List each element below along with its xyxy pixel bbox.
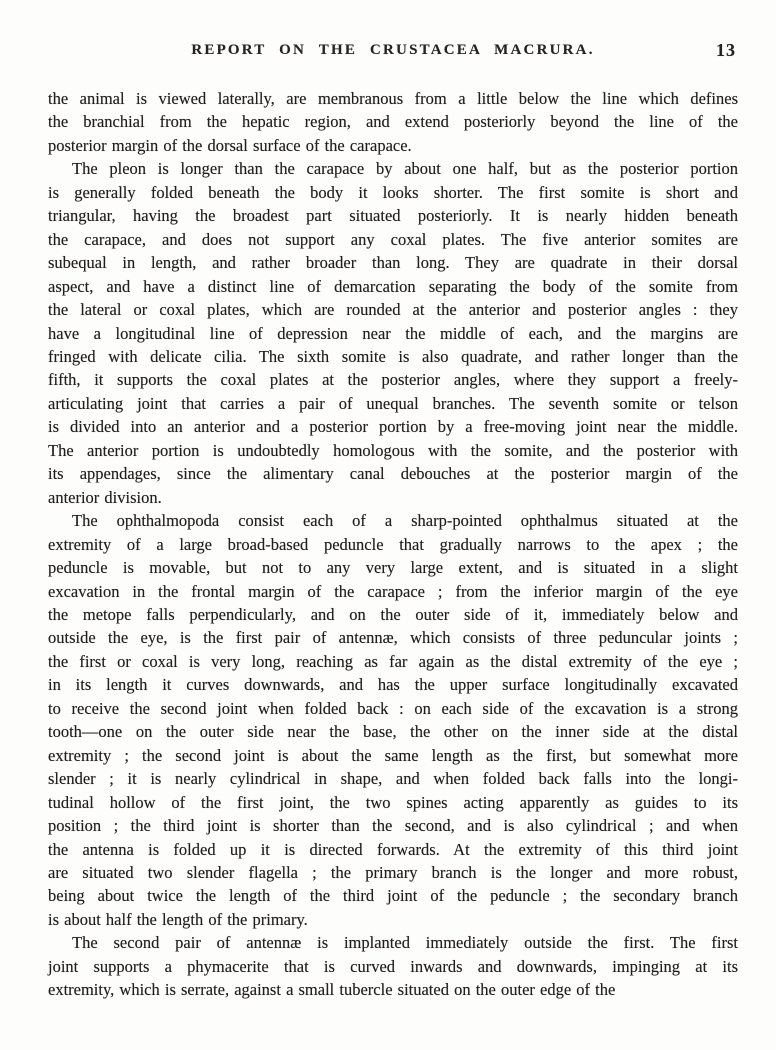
paragraph	[48, 87, 738, 157]
text-line: the metope falls perpendicularly, and on the outer side of it, immediately below and	[48, 604, 738, 624]
text-line: The anterior portion is undoubtedly homologous with the somite, and the posterior with	[48, 440, 738, 460]
text-line: fringed with delicate cilia. The sixth somite is also quadrate, and rather longer than the	[48, 346, 738, 366]
paragraph	[48, 931, 738, 1001]
text-line: is divided into an anterior and a posterior portion by a free-moving joint near the middle.	[48, 417, 738, 437]
text-line: peduncle is movable, but not to any very large extent, and is situated in a slight	[48, 558, 738, 578]
running-head	[48, 42, 738, 64]
paragraph	[48, 157, 738, 509]
text-line: tooth—one on the outer side near the base, the other on the inner side at the distal	[48, 722, 738, 742]
text-line: slender ; it is nearly cylindrical in shape, and when folded back falls into the longi-	[48, 769, 738, 789]
text-line: in its length it curves downwards, and has the upper surface longitudinally excavated	[48, 675, 738, 695]
text-line: triangular, having the broadest part situated posteriorly. It is nearly hidden beneath	[48, 206, 738, 226]
text-line: is generally folded beneath the body it looks shorter. The first somite is short and	[48, 182, 738, 202]
text-line: extremity, which is serrate, against a small tubercle situated on the outer edge of the	[48, 980, 616, 1000]
text-line: joint supports a phymacerite that is curved inwards and downwards, impinging at its	[48, 956, 738, 976]
text-line: are situated two slender flagella ; the primary branch is the longer and more robust,	[48, 862, 738, 882]
text-line: anterior division.	[48, 487, 162, 507]
text-line: excavation in the frontal margin of the carapace ; from the inferior margin of the eye	[48, 581, 738, 601]
text-line: the branchial from the hepatic region, and extend posteriorly beyond the line of the	[48, 112, 738, 132]
text-line: is about half the length of the primary.	[48, 909, 308, 929]
text-line: the animal is viewed laterally, are membranous from a little below the line which defines	[48, 89, 738, 108]
text-line: position ; the third joint is shorter than the second, and is also cylindrical ; and when	[48, 816, 738, 836]
text-line: aspect, and have a distinct line of demarcation separating the body of the somite from	[48, 276, 738, 296]
text-line: The pleon is longer than the carapace by about one half, but as the posterior portion	[72, 159, 738, 179]
text-line: the lateral or coxal plates, which are rounded at the anterior and posterior angles : they	[48, 300, 738, 320]
text-line: extremity ; the second joint is about the same length as the first, but somewhat more	[48, 745, 738, 765]
paragraph	[48, 509, 738, 931]
text-block	[48, 87, 738, 1002]
text-line: posterior margin of the dorsal surface of the carapace.	[48, 135, 412, 155]
text-line: its appendages, since the alimentary canal debouches at the posterior margin of the	[48, 464, 738, 484]
text-line: extremity of a large broad-based peduncle that gradually narrows to the apex ; the	[48, 534, 738, 554]
text-line: tudinal hollow of the first joint, the two spines acting apparently as guides to its	[48, 792, 738, 812]
text-line: being about twice the length of the third joint of the peduncle ; the secondary branch	[48, 886, 738, 906]
text-line: have a longitudinal line of depression near the middle of each, and the margins are	[48, 323, 738, 343]
text-line: The second pair of antennæ is implanted immediately outside the first. The first	[72, 933, 738, 953]
text-line: the carapace, and does not support any coxal plates. The five anterior somites are	[48, 229, 738, 249]
text-line: fifth, it supports the coxal plates at the posterior angles, where they support a freely-	[48, 370, 738, 390]
text-line: articulating joint that carries a pair of unequal branches. The seventh somite or telson	[48, 393, 738, 413]
page-header-title: REPORT ON THE CRUSTACEA MACRURA.	[191, 42, 595, 58]
text-line: to receive the second joint when folded back : on each side of the excavation is a strong	[48, 698, 738, 718]
text-line: subequal in length, and rather broader than long. They are quadrate in their dorsal	[48, 253, 738, 273]
page-number: 13	[716, 40, 736, 60]
text-line: outside the eye, is the first pair of antennæ, which consists of three peduncular joints ;	[48, 628, 738, 648]
text-line: the antenna is folded up it is directed forwards. At the extremity of this third joint	[48, 839, 738, 859]
text-line: The ophthalmopoda consist each of a sharp-pointed ophthalmus situated at the	[72, 511, 738, 531]
text-line: the first or coxal is very long, reaching as far again as the distal extremity of the eye ;	[48, 651, 738, 671]
